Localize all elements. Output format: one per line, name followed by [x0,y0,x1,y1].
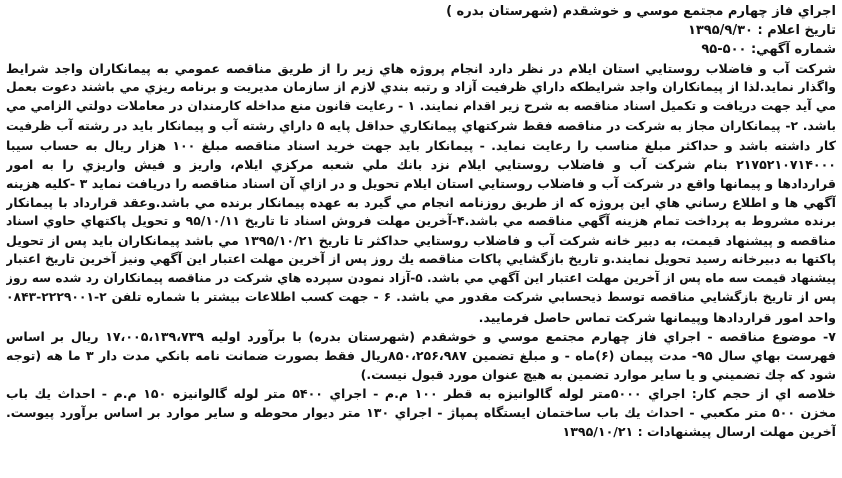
tender-subject-line: ۷- موضوع مناقصه - اجراي فاز چهارم مجتمع موسي و خوشقدم (شهرستان بدره) با برآورد اوليه ۱۷،۰۰۵،۱۳۹،۷۳۹ ريال بر اساس [6,328,836,344]
announcement-date: تاريخ اعلام : ۱۳۹۵/۹/۳۰ [687,23,836,39]
notice-title: اجراي فاز چهارم مجتمع موسي و خوشقدم (شهرستان بدره ) [446,4,836,19]
work-summary-line: مخزن ۵۰۰ متر مكعبي - احداث يك باب ساختمان ايستگاه پمپاژ - اجراي ۱۳۰ متر ديوار محوطه و ساير موارد بر اساس برآورد پيوست. [6,404,836,420]
notice-number: شماره آگهي: ۵۰۰-۹۵ [701,42,836,58]
submission-deadline: آخرين مهلت ارسال پيشنهادات : ۱۳۹۵/۱۰/۲۱ [562,424,836,440]
body-line: شركت آب و فاضلاب روستايي استان ايلام در نظر دارد انجام پروژه هاي زير را از طريق مناقصه عمومي به پيمانكاران واجد شرايط [6,61,836,77]
body-line: ۲۱۷۵۲۱۰۷۱۴۰۰۰ بنام شركت آب و فاضلاب روستايي ايلام نزد بانك ملي شعبه مركزي ايلام، واريز و فيش واريزي را به امور [6,156,836,172]
body-line: واحد امور قراردادها وپيمانها شركت تماس حاصل فرماييد. [478,309,836,325]
tender-subject-line: شود كه چك تضميني و يا ساير موارد تضمين به هيچ عنوان مورد قبول نيست.) [360,366,836,382]
body-line: پاكتها به دبيرخانه رسيد تحويل نمايند.و تاريخ بازگشايي پاكات مناقصه يك روز پس از آخرين مهلت اعتبار اين آگهي ونيز آخرين تاريخ اعتبار [6,252,836,267]
body-line: مي آيد جهت دريافت و تكميل اسناد مناقصه به شرح زير اقدام نمايند. ۱ - رعايت قانون منع مداخله كارمندان در معاملات دولتي الزامي مي [6,99,836,114]
body-line: آگهي ها و اطلاع رساني هاي اين پروژه كه از طريق روزنامه انجام مي گيرد به عهده پيمانكار برنده مي باشد.وعقد قرارداد با پيمانكار [6,194,836,210]
body-line: برنده مشروط به پرداخت تمام هزينه آگهي مناقصه مي باشد.۴-آخرين مهلت فروش اسناد تا تاريخ ۹۵/۱۰/۱۱ و تحويل پاكتهاي حاوي اسناد [6,214,836,229]
body-line: واگذار نمايد.لذا از پيمانكاران واجد شرايطكه داراي ظرفيت آزاد و رتبه بندي لازم از سازمان مديريت و برنامه ريزي مي باشند دعوت بعمل [6,80,836,95]
work-summary-line: خلاصه اي از حجم كار: اجراي ۵۰۰۰متر لوله گالوانيزه به قطر ۱۰۰ م.م - اجراي ۵۴۰۰ متر لوله گالوانيزه ۱۵۰ م.م - احداث يك باب [6,385,836,401]
body-line: كار داشته باشد و حداكثر مبلغ مناسب را رعايت نمايد. - پيمانكار بايد جهت خريد اسناد مناقصه مبلغ ۱۰۰ هزار ريال به حساب سيبا [6,137,836,153]
body-line: باشد. ۲- پيمانكاران مجاز به شركت در مناقصه فقط شركتهاي پيمانكاري حداقل پايه ۵ داراي رشته آب و پيمانكار بايد در رشته آب ظرفيت [6,118,836,133]
tender-subject-line: فهرست بهاي سال ۹۵- مدت پيمان (۶)ماه - و مبلغ تضمين ۸۵۰،۲۵۶،۹۸۷ريال فقط بصورت ضمانت نامه بانكي مدت دار ۳ ما هه (توجه [6,347,836,363]
body-line: مناقصه و پيشنهاد قيمت، به دبير خانه شركت آب و فاضلاب روستايي حداكثر تا تاريخ ۱۳۹۵/۱۰/۲۱ مي باشد پيمانكاران بايد پس از تحويل [6,233,836,249]
body-line: قراردادها و پيمانها واقع در شركت آب و فاضلاب روستايي استان ايلام تحويل و در ازاي آن اسناد مناقصه را دريافت نمايد ۳ -كليه هزينه [6,175,836,191]
body-line: پيشنهاد قيمت سه ماه پس از آخرين مهلت اعتبار اين آگهي مي باشد. ۵-آزاد نمودن سپرده هاي شركت در مناقصه پيمانكاران رد شده سه روز [6,271,836,286]
body-line: پس از تاريخ بازگشايي مناقصه توسط ذيحسابي شركت مقدور مي باشد. ۶ - جهت كسب اطلاعات بيشتر با شماره تلفن ۲-۲۲۲۹۰۰۱-۰۸۴۳ [6,290,836,305]
